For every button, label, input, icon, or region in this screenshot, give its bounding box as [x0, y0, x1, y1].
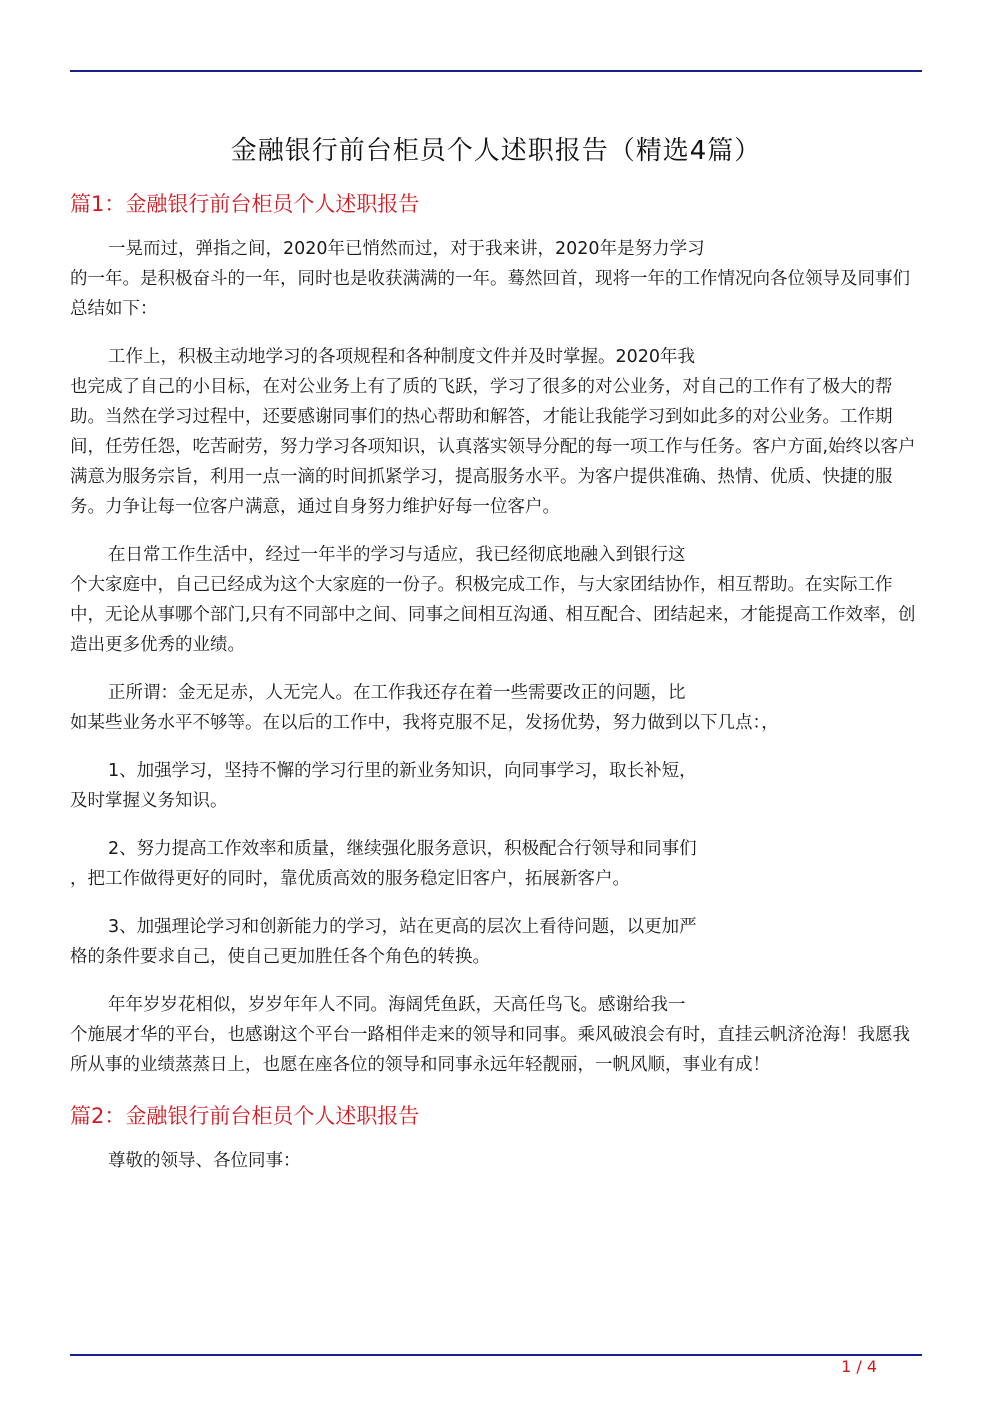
- paragraph-1: [70, 234, 916, 324]
- paragraph-4-first-line: 正所谓：金无足赤，人无完人。在工作我还存在着一些需要改正的问题，比: [108, 683, 686, 703]
- footer-rule: [70, 1354, 922, 1356]
- list-item-1-first-line: 1、加强学习，坚持不懈的学习行里的新业务知识，向同事学习，取长补短，: [108, 761, 697, 781]
- list-item-3: [70, 912, 916, 972]
- section-1-heading: 篇1：金融银行前台柜员个人述职报告: [70, 192, 420, 216]
- list-item-3-first-line: 3、加强理论学习和创新能力的学习，站在更高的层次上看待问题，以更加严: [108, 917, 697, 937]
- section-2-heading: 篇2：金融银行前台柜员个人述职报告: [70, 1104, 420, 1128]
- paragraph-3: [70, 540, 916, 660]
- paragraph-3-first-line: 在日常工作生活中，经过一年半的学习与适应，我已经彻底地融入到银行这: [108, 545, 686, 565]
- paragraph-1-first-line: 一晃而过，弹指之间，2020年已悄然而过，对于我来讲，2020年是努力学习: [108, 239, 705, 259]
- list-item-2-first-line: 2、努力提高工作效率和质量，继续强化服务意识，积极配合行领导和同事们: [108, 839, 697, 859]
- paragraph-2: [70, 342, 916, 522]
- paragraph-4-rest: 如某些业务水平不够等。在以后的工作中，我将克服不足，发扬优势，努力做到以下几点：，: [70, 713, 779, 733]
- page-number: 1 / 4: [841, 1357, 877, 1376]
- closing-paragraph-rest: 个施展才华的平台，也感谢这个平台一路相伴走来的领导和同事。乘风破浪会有时，直挂云帆济沧海！我愿我所从事的业绩蒸蒸日上，也愿在座各位的领导和同事永远年轻靓丽，一帆风顺，事业有成！: [70, 1025, 910, 1075]
- paragraph-2-rest: 也完成了自己的小目标，在对公业务上有了质的飞跃，学习了很多的对公业务，对自己的工作有了极大的帮助。当然在学习过程中，还要感谢同事们的热心帮助和解答，才能让我能学习到如此多的对公业务。工作期间，任劳任怨，吃苦耐劳，努力学习各项知识，认真落实领导分配的每一项工作与任务。客户方面,始终以客户满意为服务宗旨，利用一点一滴的时间抓紧学习，提高服务水平。为客户提供准确、热情、优质、快捷的服务。力争让每一位客户满意，通过自身努力维护好每一位客户。: [70, 377, 916, 517]
- paragraph-3-rest: 个大家庭中，自己已经成为这个大家庭的一份子。积极完成工作，与大家团结协作，相互帮助。在实际工作中，无论从事哪个部门,只有不同部中之间、同事之间相互沟通、相互配合、团结起来，才能提高工作效率，创造出更多优秀的业绩。: [70, 575, 916, 655]
- list-item-2-rest: ，把工作做得更好的同时，靠优质高效的服务稳定旧客户，拓展新客户。: [70, 869, 630, 889]
- paragraph-4: [70, 678, 916, 738]
- paragraph-1-rest: 的一年。是积极奋斗的一年，同时也是收获满满的一年。蓦然回首，现将一年的工作情况向各位领导及同事们总结如下：: [70, 269, 910, 319]
- list-item-3-rest: 格的条件要求自己，使自己更加胜任各个角色的转换。: [70, 947, 490, 967]
- paragraph-2-first-line: 工作上，积极主动地学习的各项规程和各种制度文件并及时掌握。2020年我: [108, 347, 696, 367]
- document-body: [70, 186, 916, 1194]
- closing-paragraph: [70, 990, 916, 1080]
- document-title: 金融银行前台柜员个人述职报告（精选4篇）: [230, 136, 762, 166]
- closing-paragraph-first-line: 年年岁岁花相似，岁岁年年人不同。海阔凭鱼跃，天高任鸟飞。感谢给我一: [108, 995, 686, 1015]
- list-item-1: [70, 756, 916, 816]
- list-item-2: [70, 834, 916, 894]
- greeting-text: 尊敬的领导、各位同事：: [108, 1151, 301, 1171]
- header-rule: [70, 70, 922, 72]
- list-item-1-rest: 及时掌握义务知识。: [70, 791, 228, 811]
- section-2-greeting: [70, 1146, 916, 1176]
